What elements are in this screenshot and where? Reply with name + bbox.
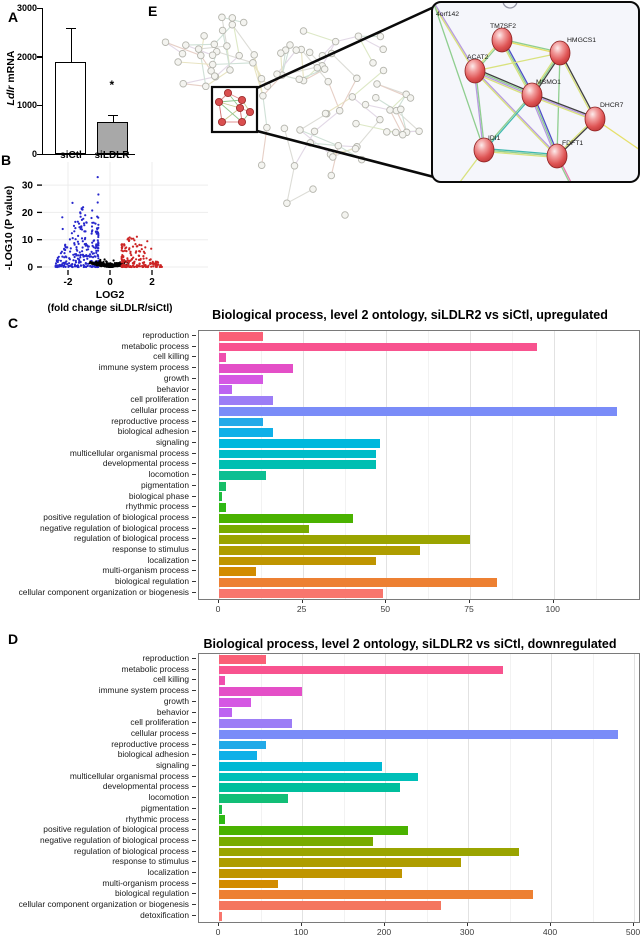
- bar: [219, 773, 418, 782]
- category-label: pigmentation: [141, 803, 189, 814]
- x-tick-label: 100: [293, 927, 309, 937]
- a-y-tick: [37, 56, 43, 58]
- category-label: biological adhesion: [118, 749, 189, 760]
- significance-star: *: [109, 77, 115, 92]
- svg-text:HMGCS1: HMGCS1: [567, 37, 597, 44]
- panel-letter-d: D: [8, 631, 19, 647]
- category-label: rhythmic process: [126, 501, 189, 512]
- category-label: multi-organism process: [102, 565, 189, 576]
- svg-text:4orf142: 4orf142: [436, 11, 460, 18]
- bar: [219, 848, 519, 857]
- bar: [219, 375, 263, 384]
- category-label: negative regulation of biological process: [40, 523, 189, 534]
- bar: [219, 460, 376, 469]
- category-axis: [0, 330, 198, 598]
- x-axis: [0, 600, 641, 615]
- category-label: reproduction: [142, 653, 189, 664]
- category-label: positive regulation of biological process: [43, 512, 189, 523]
- plot-area: [198, 330, 640, 600]
- svg-text:FDFT1: FDFT1: [562, 140, 584, 147]
- bar: [219, 826, 408, 835]
- svg-text:TM7SF2: TM7SF2: [490, 23, 517, 30]
- bar: [219, 482, 226, 491]
- svg-text:20: 20: [21, 207, 33, 219]
- category-label: growth: [164, 696, 189, 707]
- svg-text:10: 10: [21, 235, 33, 247]
- bar: [219, 450, 376, 459]
- bar: [219, 589, 383, 598]
- category-axis: [0, 653, 198, 921]
- svg-text:DHCR7: DHCR7: [600, 102, 624, 109]
- bar: [219, 535, 470, 544]
- panel-letter-c: C: [8, 315, 19, 331]
- category-label: immune system process: [99, 362, 189, 373]
- svg-text:MSMO1: MSMO1: [536, 79, 561, 86]
- bar: [219, 353, 226, 362]
- bar: [219, 364, 293, 373]
- panel-letter-e: E: [148, 3, 158, 19]
- bar: [219, 698, 251, 707]
- category-label: cellular component organization or biogenesis: [19, 587, 189, 598]
- error-bar: [113, 116, 114, 122]
- a-y-tick: [37, 105, 43, 107]
- a-y-tick-label: 1000: [16, 100, 37, 111]
- error-bar-cap: [66, 28, 76, 29]
- a-y-axis-label-rest: mRNA: [5, 50, 17, 86]
- x-tick-label: 25: [296, 604, 307, 614]
- panel-e-network: [140, 0, 641, 314]
- category-label: response to stimulus: [112, 856, 189, 867]
- chart-title-downregulated: Biological process, level 2 ontology, siLDLR2 vs siCtl, downregulated: [203, 636, 617, 651]
- b-x-label-1: LOG2: [95, 289, 125, 301]
- bar: [219, 471, 266, 480]
- category-label: negative regulation of biological process: [40, 835, 189, 846]
- bar: [219, 869, 402, 878]
- panel-letter-b: B: [1, 152, 12, 168]
- bar: [219, 343, 537, 352]
- x-axis: [0, 923, 641, 938]
- bar: [219, 428, 273, 437]
- plot-area: [198, 653, 640, 923]
- category-label: reproductive process: [111, 739, 189, 750]
- category-label: metabolic process: [122, 664, 190, 675]
- category-label: signaling: [156, 437, 189, 448]
- bar: [219, 385, 232, 394]
- x-tick-label: 75: [464, 604, 474, 614]
- bar: [219, 492, 222, 501]
- error-bar: [71, 29, 72, 62]
- category-label: regulation of biological process: [74, 533, 189, 544]
- svg-text:0: 0: [27, 262, 33, 274]
- a-y-tick-label: 0: [31, 149, 37, 159]
- category-label: positive regulation of biological process: [43, 824, 189, 835]
- bar: [219, 578, 497, 587]
- category-label: metabolic process: [122, 341, 190, 352]
- category-label: cell proliferation: [130, 394, 189, 405]
- category-label: multi-organism process: [102, 878, 189, 889]
- a-y-tick: [37, 8, 43, 10]
- bar: [219, 901, 441, 910]
- bar: [219, 676, 225, 685]
- bar: [219, 666, 503, 675]
- category-label: response to stimulus: [112, 544, 189, 555]
- bar: [219, 655, 266, 664]
- x-tick-label: 400: [542, 927, 558, 937]
- x-tick-label: 100: [545, 604, 560, 614]
- bar: [219, 557, 376, 566]
- svg-text:2: 2: [149, 277, 155, 288]
- panel-letter-a: A: [8, 9, 19, 25]
- category-label: locomotion: [148, 792, 189, 803]
- bar: [219, 503, 226, 512]
- bar: [219, 751, 257, 760]
- category-label: cellular component organization or biogenesis: [19, 899, 189, 910]
- category-label: cellular process: [131, 728, 189, 739]
- category-label: cell proliferation: [130, 717, 189, 728]
- bar: [219, 880, 278, 889]
- category-label: locomotion: [148, 469, 189, 480]
- svg-text:ACAT2: ACAT2: [467, 54, 489, 61]
- svg-text:30: 30: [21, 180, 33, 192]
- category-label: cellular process: [131, 405, 189, 416]
- x-tick-label: 50: [380, 604, 391, 614]
- category-label: cell killing: [153, 674, 189, 685]
- category-label: behavior: [157, 384, 189, 395]
- category-label: biological regulation: [115, 576, 189, 587]
- bar: [219, 708, 232, 717]
- bar: [219, 730, 618, 739]
- x-tick-label: 300: [459, 927, 475, 937]
- bar: [219, 418, 263, 427]
- panel-a-bar-chart: [0, 0, 150, 168]
- a-y-tick-label: 2000: [16, 51, 37, 62]
- bar: [219, 837, 373, 846]
- bar-siCtl: [55, 62, 86, 155]
- category-label: immune system process: [99, 685, 189, 696]
- bar: [219, 858, 461, 867]
- category-label: pigmentation: [141, 480, 189, 491]
- bar: [219, 741, 266, 750]
- a-category-sictl: siCtl: [60, 150, 82, 161]
- bar: [219, 514, 353, 523]
- category-label: localization: [148, 867, 189, 878]
- bar: [219, 332, 263, 341]
- category-label: growth: [164, 373, 189, 384]
- category-label: localization: [148, 555, 189, 566]
- category-label: reproduction: [142, 330, 189, 341]
- error-bar-cap: [108, 115, 118, 116]
- category-label: detoxification: [140, 910, 189, 921]
- category-label: reproductive process: [111, 416, 189, 427]
- highlighted-cluster: [215, 89, 253, 125]
- a-y-axis-label: [5, 23, 17, 133]
- bar: [219, 762, 382, 771]
- category-label: multicellular organismal process: [70, 771, 189, 782]
- bar: [219, 525, 309, 534]
- bar: [219, 407, 617, 416]
- b-y-label: -LOG10 (P value): [3, 185, 15, 271]
- svg-text:-2: -2: [63, 277, 73, 288]
- category-label: regulation of biological process: [74, 846, 189, 857]
- bar: [219, 439, 380, 448]
- a-category-sildlr: siLDLR: [94, 150, 130, 161]
- downregulated-bar-chart: [0, 653, 641, 939]
- x-tick-label: 200: [376, 927, 392, 937]
- category-label: biological regulation: [115, 888, 189, 899]
- x-tick-label: 0: [215, 927, 221, 937]
- upregulated-bar-chart: [0, 330, 641, 616]
- chart-title-upregulated: Biological process, level 2 ontology, siLDLR2 vs siCtl, upregulated: [212, 307, 608, 322]
- bar: [219, 805, 222, 814]
- category-label: behavior: [157, 707, 189, 718]
- bar: [219, 687, 302, 696]
- x-tick-label: 500: [625, 927, 641, 937]
- a-y-tick-label: 3000: [16, 3, 37, 13]
- b-x-label-2: (fold change siLDLR/siCtl): [47, 303, 173, 314]
- a-y-axis-label-italic: Ldlr: [5, 85, 17, 106]
- category-label: biological adhesion: [118, 426, 189, 437]
- bar: [219, 783, 400, 792]
- bar: [219, 912, 222, 921]
- bar: [219, 719, 292, 728]
- category-label: rhythmic process: [126, 814, 189, 825]
- bar: [219, 546, 420, 555]
- category-label: developmental process: [103, 458, 189, 469]
- category-label: signaling: [156, 760, 189, 771]
- category-label: biological phase: [129, 491, 189, 502]
- bar: [219, 396, 273, 405]
- svg-text:0: 0: [107, 277, 113, 288]
- category-label: cell killing: [153, 351, 189, 362]
- category-label: multicellular organismal process: [70, 448, 189, 459]
- bar: [219, 815, 225, 824]
- svg-text:IDI1: IDI1: [488, 135, 501, 142]
- bar: [219, 890, 533, 899]
- bar: [219, 794, 288, 803]
- bar: [219, 567, 256, 576]
- category-label: developmental process: [103, 781, 189, 792]
- x-tick-label: 0: [215, 604, 221, 614]
